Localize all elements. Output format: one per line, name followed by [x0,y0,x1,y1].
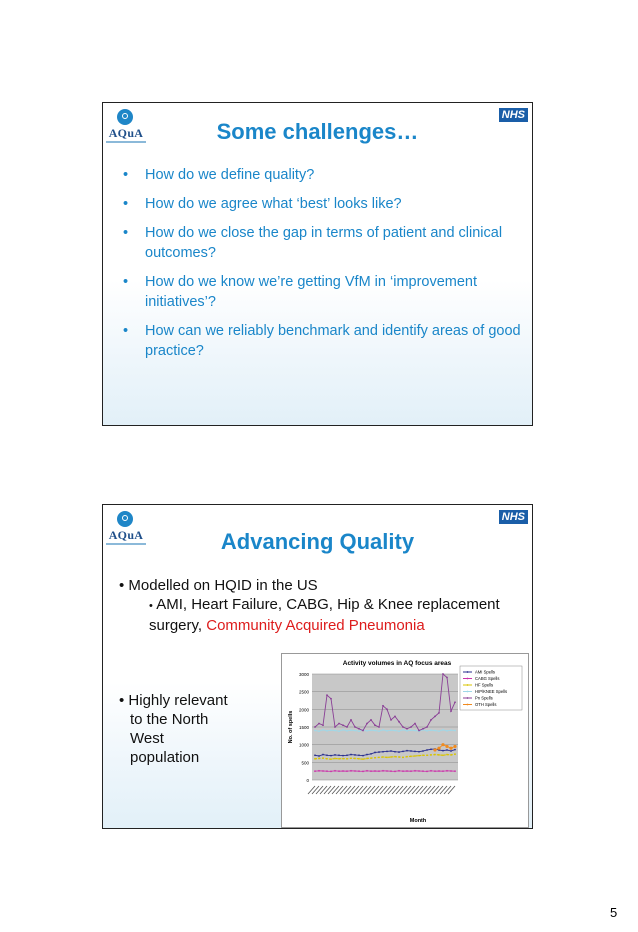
data-point [441,743,444,746]
aqua-logo-text: AQuA [108,528,144,542]
data-point [406,728,408,730]
data-point [394,751,396,753]
activity-volumes-chart [281,653,529,828]
data-point [414,723,416,725]
data-point [378,730,380,732]
data-point [426,754,428,756]
data-point [374,752,376,754]
nhs-logo: NHS [499,510,528,524]
data-point [382,770,384,772]
data-point [358,758,360,760]
data-point [358,770,360,772]
data-point [354,770,356,772]
legend-label: AMI Spells [475,669,496,675]
y-tick-label: 2500 [298,689,309,695]
data-point [434,770,436,772]
data-point [446,770,448,772]
data-point [334,770,336,772]
data-point [354,754,356,756]
data-point [402,726,404,728]
data-point [450,750,452,752]
x-tick-label [424,786,431,794]
data-point [434,730,436,732]
data-point [434,754,436,756]
data-point [398,730,400,732]
data-point [370,770,372,772]
x-tick-label [352,786,359,794]
data-point [338,758,340,760]
data-point [354,758,356,760]
data-point [346,726,348,728]
data-point [326,694,328,696]
data-point [390,770,392,772]
data-point [318,770,320,772]
data-point [446,749,448,751]
x-tick-label [400,786,407,794]
chart-title: Activity volumes in AQ focus areas [342,660,452,667]
data-point [433,748,436,751]
data-point [414,730,416,732]
sub-bullet-conditions: • AMI, Heart Failure, CABG, Hip & Knee replacement surgery, Community Acquired Pneumonia [149,596,500,634]
data-point [342,770,344,772]
data-point [446,677,448,679]
legend-marker [467,671,469,673]
data-point [426,770,428,772]
x-tick-label [432,786,439,794]
slide-some-challenges [102,102,533,426]
x-tick-label [428,786,435,794]
data-point [342,755,344,757]
data-point [426,726,428,728]
community-acquired-pneumonia-text: Community Acquired Pneumonia [206,617,425,634]
data-point [438,770,440,772]
data-point [422,754,424,756]
data-point [366,723,368,725]
data-point [418,755,420,757]
data-point [314,770,316,772]
aqua-emblem-icon [117,511,133,527]
data-point [406,770,408,772]
x-tick-label [356,786,363,794]
data-point [410,770,412,772]
data-point [450,729,452,731]
data-point [318,723,320,725]
data-point [394,756,396,758]
data-point [354,726,356,728]
x-tick-label [392,786,399,794]
data-point [398,751,400,753]
data-point [398,770,400,772]
x-tick-label [364,786,371,794]
y-axis-label: No. of spells [288,710,294,744]
data-point [402,750,404,752]
data-point [454,753,456,755]
data-point [402,756,404,758]
data-point [414,755,416,757]
data-point [418,730,420,732]
data-point [330,770,332,772]
data-point [366,758,368,760]
data-point [338,754,340,756]
data-point [350,757,352,759]
data-point [446,754,448,756]
data-point [394,716,396,718]
data-point [398,756,400,758]
data-point [410,726,412,728]
legend-label: CABG Spells [475,676,500,682]
data-point [430,748,432,750]
data-point [398,721,400,723]
data-point [390,729,392,731]
legend-marker [467,684,469,686]
data-point [314,726,316,728]
x-tick-label [388,786,395,794]
data-point [446,730,448,732]
data-point [453,745,456,748]
conditions-text: AMI, Heart Failure, CABG, Hip & Knee replacement surgery, [149,596,500,634]
bullet-line: population [130,749,200,766]
data-point [350,719,352,721]
data-point [334,758,336,760]
x-axis-label: Month [409,818,427,824]
data-point [449,747,452,750]
x-tick-label [408,786,415,794]
data-point [354,730,356,732]
data-point [382,756,384,758]
data-point [430,729,432,731]
bullet-text: Modelled on HQID in the US [128,577,318,594]
data-point [394,770,396,772]
data-point [318,758,320,760]
y-tick-label: 1000 [298,742,309,748]
data-point [378,751,380,753]
data-point [346,730,348,732]
list-item: • How do we close the gap in terms of patient and clinical outcomes? [113,223,525,263]
data-point [442,673,444,675]
legend-label: OTH Spells [475,702,497,708]
legend-marker [467,678,469,680]
data-point [386,750,388,752]
data-point [454,701,456,703]
data-point [358,730,360,732]
data-point [450,710,452,712]
data-point [442,770,444,772]
data-point [414,770,416,772]
data-point [406,730,408,732]
nhs-logo: NHS [499,108,528,122]
x-tick-label [316,786,323,794]
data-point [366,770,368,772]
data-point [378,770,380,772]
x-tick-label [360,786,367,794]
data-point [378,756,380,758]
data-point [318,755,320,757]
data-point [410,750,412,752]
x-tick-label [340,786,347,794]
data-point [358,728,360,730]
legend-label: HF Spells [475,682,494,688]
data-point [426,749,428,751]
x-tick-label [448,786,455,794]
data-point [386,708,388,710]
data-point [374,757,376,759]
data-point [374,730,376,732]
data-point [346,754,348,756]
data-point [334,754,336,756]
x-tick-label [336,786,343,794]
x-tick-label [324,786,331,794]
data-point [437,747,440,750]
x-tick-label [404,786,411,794]
data-point [418,751,420,753]
data-point [330,755,332,757]
data-point [330,758,332,760]
data-point [322,729,324,731]
list-item: • How do we agree what ‘best’ looks like? [113,194,525,214]
list-item: • How do we define quality? [113,165,525,185]
data-point [410,755,412,757]
chart-svg [282,654,528,827]
x-tick-label [312,786,319,794]
data-point [326,754,328,756]
data-point [326,770,328,772]
data-point [370,719,372,721]
data-point [326,758,328,760]
bullet-line: Highly relevant [128,692,228,709]
data-point [322,770,324,772]
data-point [314,730,316,732]
data-point [322,754,324,756]
data-point [330,698,332,700]
x-tick-label [444,786,451,794]
x-tick-label [332,786,339,794]
data-point [334,726,336,728]
x-tick-label [328,786,335,794]
data-point [414,750,416,752]
data-point [374,770,376,772]
data-point [342,729,344,731]
data-point [362,755,364,757]
data-point [390,750,392,752]
data-point [338,770,340,772]
data-point [334,730,336,732]
data-point [350,770,352,772]
data-point [318,730,320,732]
data-point [454,770,456,772]
data-point [382,751,384,753]
bullet-line: West [130,730,164,747]
data-point [330,729,332,731]
data-point [362,730,364,732]
data-point [394,730,396,732]
legend-marker [467,704,469,706]
aqua-logo-text: AQuA [108,126,144,140]
y-tick-label: 3000 [298,672,309,677]
legend-label: Pn Spells [475,695,493,701]
data-point [426,730,428,732]
data-point [382,729,384,731]
data-point [370,729,372,731]
slide-title: Some challenges… [216,119,419,144]
legend-marker [467,697,469,699]
data-point [406,750,408,752]
data-point [406,756,408,758]
x-tick-label [348,786,355,794]
data-point [430,719,432,721]
data-point [350,729,352,731]
data-point [454,749,456,751]
x-tick-label [380,786,387,794]
x-tick-label [320,786,327,794]
data-point [322,757,324,759]
data-point [438,730,440,732]
data-point [326,730,328,732]
challenges-list [113,165,525,370]
data-point [422,750,424,752]
x-tick-label [420,786,427,794]
y-tick-label: 500 [301,760,309,766]
data-point [442,729,444,731]
bullet-line: to the North [130,711,209,728]
x-tick-label [440,786,447,794]
data-point [450,754,452,756]
bullet-hqid: • Modelled on HQID in the US [119,577,318,594]
y-tick-label: 1500 [298,725,309,730]
x-tick-label [412,786,419,794]
data-point [350,754,352,756]
data-point [386,756,388,758]
data-point [386,730,388,732]
data-point [370,757,372,759]
page-number: 5 [610,905,618,920]
x-tick-label [416,786,423,794]
slide-advancing-quality [102,504,533,829]
data-point [346,770,348,772]
data-point [338,730,340,732]
data-point [430,754,432,756]
data-point [422,770,424,772]
data-point [390,756,392,758]
data-point [378,726,380,728]
legend-marker [467,691,469,693]
data-point [434,716,436,718]
data-point [450,770,452,772]
slide-title: Advancing Quality [220,529,415,554]
data-point [418,770,420,772]
list-item: • How can we reliably benchmark and identify areas of good practice? [113,321,525,361]
data-point [314,754,316,756]
x-tick-label [372,786,379,794]
data-point [402,770,404,772]
data-point [370,753,372,755]
data-point [358,754,360,756]
data-point [322,724,324,726]
data-point [366,730,368,732]
data-point [338,723,340,725]
x-tick-label [344,786,351,794]
x-tick-label [436,786,443,794]
data-point [410,729,412,731]
data-point [438,754,440,756]
data-point [454,730,456,732]
data-point [442,754,444,756]
data-point [314,758,316,760]
list-item: • How do we know we’re getting VfM in ‘improvement initiatives’? [113,272,525,312]
data-point [430,770,432,772]
data-point [445,745,448,748]
data-point [342,758,344,760]
x-tick-label [396,786,403,794]
data-point [442,750,444,752]
data-point [382,705,384,707]
x-tick-label [384,786,391,794]
data-point [438,712,440,714]
y-tick-label: 0 [306,778,309,783]
data-point [386,770,388,772]
bullet-north-west: • Highly relevant to the North West population [119,691,279,767]
legend-label: HIP/KNEE Spells [475,689,508,695]
data-point [362,770,364,772]
data-point [422,728,424,730]
data-point [366,754,368,756]
x-tick-label [308,786,315,794]
x-tick-label [368,786,375,794]
y-tick-label: 2000 [298,707,309,713]
data-point [362,758,364,760]
data-point [374,724,376,726]
data-point [346,758,348,760]
x-tick-label [376,786,383,794]
series-line [315,771,455,772]
data-point [402,729,404,731]
data-point [342,724,344,726]
data-point [390,719,392,721]
